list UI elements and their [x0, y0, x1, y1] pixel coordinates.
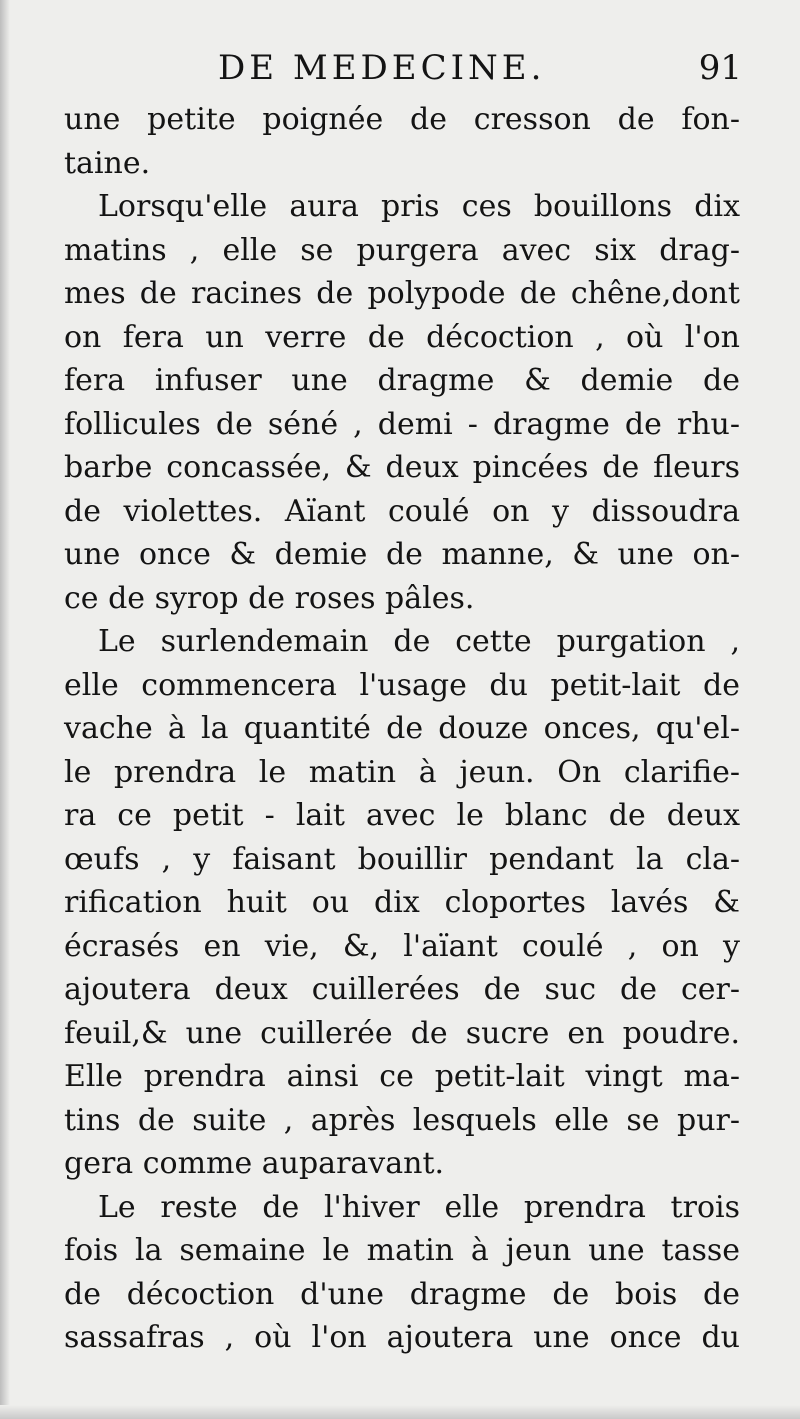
text-line: rification huit ou dix cloportes lavés & — [64, 885, 740, 920]
running-title: DE MEDECINE. — [218, 48, 546, 88]
text-line: œufs , y faisant bouillir pendant la cla- — [64, 841, 740, 877]
text-line: vache à la quantité de douze onces, qu'el- — [64, 711, 740, 746]
text-line: sassafras , où l'on ajoutera une once du — [64, 1320, 740, 1355]
text-line: fois la semaine le matin à jeun une tasse — [64, 1233, 740, 1268]
paragraph-first-line: Le reste de l'hiver elle prendra trois — [98, 1189, 740, 1225]
text-line: ce de syrop de roses pâles. — [64, 580, 475, 616]
text-line: une petite poignée de cresson de fon- — [64, 102, 740, 137]
paragraph-first-line: Lorsqu'elle aura pris ces bouillons dix — [98, 189, 740, 224]
text-line: une once & demie de manne, & une on- — [64, 537, 740, 572]
text-line: barbe concassée, & deux pincées de fleurs — [64, 450, 740, 485]
text-line: de violettes. Aïant coulé on y dissoudra — [64, 493, 740, 529]
body-text — [64, 98, 740, 1360]
text-line: gera comme auparavant. — [64, 1146, 445, 1181]
text-line: feuil,& une cuillerée de sucre en poudre. — [64, 1015, 740, 1051]
text-line: on fera un verre de décoction , où l'on — [64, 319, 740, 355]
text-line: fera infuser une dragme & demie de — [64, 363, 740, 398]
text-line: ra ce petit - lait avec le blanc de deux — [64, 798, 740, 833]
text-line: de décoction d'une dragme de bois de — [64, 1276, 740, 1312]
text-line: tins de suite , après lesquels elle se pur- — [64, 1102, 740, 1138]
text-line: Elle prendra ainsi ce petit-lait vingt ma- — [64, 1059, 740, 1094]
paragraph-first-line: Le surlendemain de cette purgation , — [98, 624, 740, 659]
text-line: le prendra le matin à jeun. On clarifie- — [64, 754, 740, 790]
page-number: 91 — [698, 48, 742, 88]
text-line: elle commencera l'usage du petit-lait de — [64, 667, 740, 703]
text-line: matins , elle se purgera avec six drag- — [64, 232, 740, 268]
text-line: taine. — [64, 145, 151, 181]
running-head — [0, 48, 800, 98]
text-line: ajoutera deux cuillerées de suc de cer- — [64, 972, 740, 1007]
text-line: écrasés en vie, &, l'aïant coulé , on y — [64, 928, 740, 964]
text-line: follicules de séné , demi - dragme de rhu- — [64, 406, 740, 442]
text-line: mes de racines de polypode de chêne,dont — [64, 276, 740, 311]
